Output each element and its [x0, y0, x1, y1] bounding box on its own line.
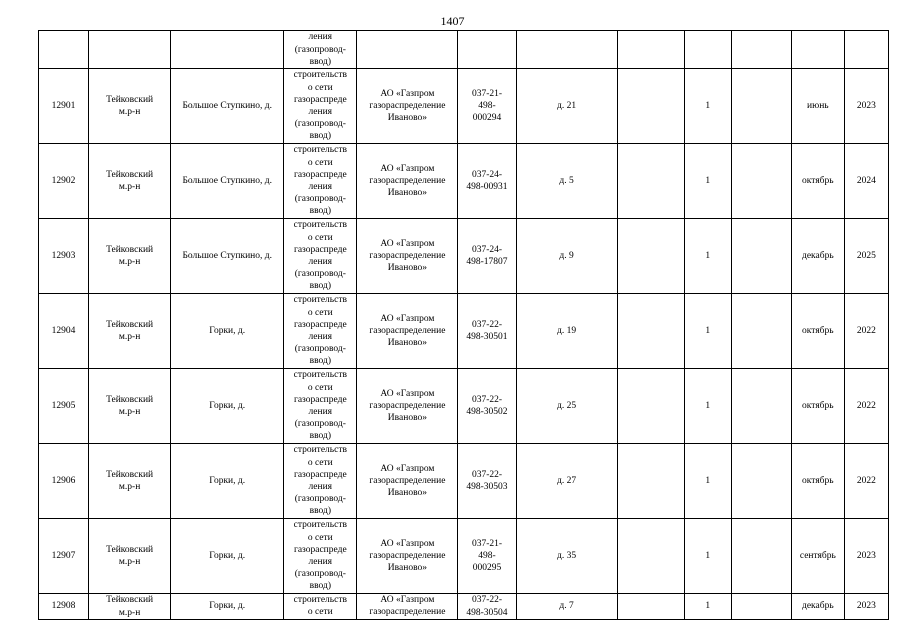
cell-code: 037-22- 498-30504: [458, 594, 516, 620]
cell-org: АО «Газпром газораспределение: [357, 594, 458, 620]
cell-code: 037-22- 498-30503: [458, 444, 516, 519]
cell-work: строительств о сети газораспреде ления (газопровод- ввод): [284, 519, 357, 594]
table-row: [39, 294, 889, 369]
cell-empty: [731, 594, 791, 620]
cell-district: [89, 31, 171, 69]
table-row: [39, 519, 889, 594]
cell-code: 037-24- 498-17807: [458, 219, 516, 294]
cell-empty: [617, 294, 684, 369]
cell-count: 1: [684, 144, 731, 219]
cell-year: 2023: [844, 519, 888, 594]
cell-locality: Большое Ступкино, д.: [171, 219, 284, 294]
cell-district: Тейковский м.р-н: [89, 594, 171, 620]
cell-empty: [617, 31, 684, 69]
cell-address: д. 27: [516, 444, 617, 519]
cell-locality: Горки, д.: [171, 594, 284, 620]
cell-address: д. 21: [516, 69, 617, 144]
cell-locality: Горки, д.: [171, 444, 284, 519]
cell-id: [39, 31, 89, 69]
cell-district: Тейковский м.р-н: [89, 144, 171, 219]
cell-count: 1: [684, 519, 731, 594]
cell-work: строительств о сети газораспреде ления (газопровод- ввод): [284, 369, 357, 444]
cell-district: Тейковский м.р-н: [89, 69, 171, 144]
cell-locality: Горки, д.: [171, 519, 284, 594]
cell-empty: [617, 219, 684, 294]
cell-empty: [731, 444, 791, 519]
cell-count: 1: [684, 444, 731, 519]
cell-work: строительств о сети газораспреде ления (газопровод- ввод): [284, 69, 357, 144]
cell-month: октябрь: [791, 294, 844, 369]
cell-year: 2024: [844, 144, 888, 219]
cell-work: строительств о сети газораспреде ления (газопровод- ввод): [284, 219, 357, 294]
cell-id: 12906: [39, 444, 89, 519]
cell-code: 037-21- 498- 000295: [458, 519, 516, 594]
cell-address: д. 7: [516, 594, 617, 620]
cell-code: 037-22- 498-30502: [458, 369, 516, 444]
cell-code: 037-24- 498-00931: [458, 144, 516, 219]
cell-year: 2025: [844, 219, 888, 294]
cell-locality: Большое Ступкино, д.: [171, 144, 284, 219]
cell-org: АО «Газпром газораспределение Иваново»: [357, 69, 458, 144]
cell-count: 1: [684, 294, 731, 369]
cell-org: АО «Газпром газораспределение Иваново»: [357, 144, 458, 219]
cell-org: АО «Газпром газораспределение Иваново»: [357, 219, 458, 294]
cell-month: октябрь: [791, 369, 844, 444]
cell-id: 12901: [39, 69, 89, 144]
cell-empty: [731, 519, 791, 594]
cell-empty: [617, 444, 684, 519]
cell-org: [357, 31, 458, 69]
cell-id: 12903: [39, 219, 89, 294]
cell-address: д. 9: [516, 219, 617, 294]
cell-month: октябрь: [791, 144, 844, 219]
cell-locality: Большое Ступкино, д.: [171, 69, 284, 144]
cell-district: Тейковский м.р-н: [89, 369, 171, 444]
cell-year: 2022: [844, 444, 888, 519]
cell-district: Тейковский м.р-н: [89, 294, 171, 369]
cell-id: 12902: [39, 144, 89, 219]
cell-count: 1: [684, 369, 731, 444]
cell-address: д. 19: [516, 294, 617, 369]
cell-address: д. 25: [516, 369, 617, 444]
cell-month: сентябрь: [791, 519, 844, 594]
cell-locality: [171, 31, 284, 69]
cell-org: АО «Газпром газораспределение Иваново»: [357, 294, 458, 369]
cell-address: [516, 31, 617, 69]
page-number: 1407: [440, 14, 465, 28]
cell-locality: Горки, д.: [171, 369, 284, 444]
cell-year: [844, 31, 888, 69]
table-row: [39, 144, 889, 219]
cell-empty: [617, 69, 684, 144]
cell-month: [791, 31, 844, 69]
cell-id: 12908: [39, 594, 89, 620]
cell-district: Тейковский м.р-н: [89, 219, 171, 294]
table-row-continued: [39, 31, 889, 69]
cell-address: д. 35: [516, 519, 617, 594]
cell-year: 2022: [844, 294, 888, 369]
cell-id: 12907: [39, 519, 89, 594]
cell-year: 2023: [844, 69, 888, 144]
cell-locality: Горки, д.: [171, 294, 284, 369]
gas-connection-table: [38, 30, 889, 620]
cell-code: 037-21- 498- 000294: [458, 69, 516, 144]
cell-empty: [617, 144, 684, 219]
table-row: [39, 369, 889, 444]
cell-empty: [731, 294, 791, 369]
cell-month: декабрь: [791, 594, 844, 620]
cell-empty: [617, 369, 684, 444]
table-row: [39, 69, 889, 144]
cell-month: октябрь: [791, 444, 844, 519]
cell-count: [684, 31, 731, 69]
cell-work: строительств о сети газораспреде ления (газопровод- ввод): [284, 144, 357, 219]
cell-empty: [617, 594, 684, 620]
cell-district: Тейковский м.р-н: [89, 519, 171, 594]
table-row: [39, 594, 889, 620]
cell-empty: [731, 69, 791, 144]
cell-year: 2023: [844, 594, 888, 620]
cell-year: 2022: [844, 369, 888, 444]
cell-id: 12905: [39, 369, 89, 444]
cell-org: АО «Газпром газораспределение Иваново»: [357, 519, 458, 594]
cell-work: строительств о сети: [284, 594, 357, 620]
cell-empty: [731, 219, 791, 294]
cell-work: строительств о сети газораспреде ления (газопровод- ввод): [284, 294, 357, 369]
cell-address: д. 5: [516, 144, 617, 219]
cell-empty: [731, 144, 791, 219]
cell-empty: [617, 519, 684, 594]
cell-org: АО «Газпром газораспределение Иваново»: [357, 369, 458, 444]
cell-month: июнь: [791, 69, 844, 144]
cell-code: 037-22- 498-30501: [458, 294, 516, 369]
cell-org: АО «Газпром газораспределение Иваново»: [357, 444, 458, 519]
cell-count: 1: [684, 69, 731, 144]
table-row: [39, 444, 889, 519]
cell-district: Тейковский м.р-н: [89, 444, 171, 519]
cell-code: [458, 31, 516, 69]
cell-work: ления (газопровод- ввод): [284, 31, 357, 69]
cell-count: 1: [684, 219, 731, 294]
cell-id: 12904: [39, 294, 89, 369]
cell-empty: [731, 31, 791, 69]
cell-count: 1: [684, 594, 731, 620]
cell-work: строительств о сети газораспреде ления (газопровод- ввод): [284, 444, 357, 519]
cell-month: декабрь: [791, 219, 844, 294]
cell-empty: [731, 369, 791, 444]
table-row: [39, 219, 889, 294]
